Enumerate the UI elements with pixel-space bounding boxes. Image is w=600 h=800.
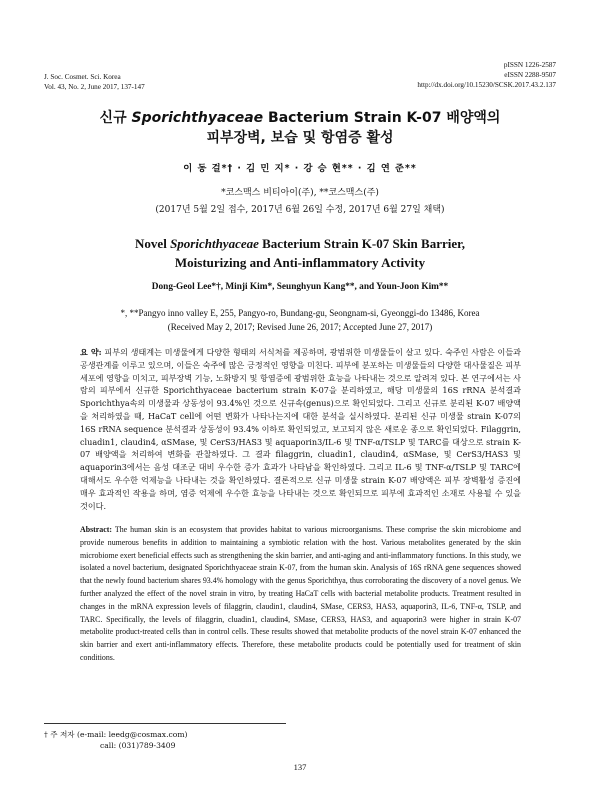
page-number: 137 (293, 762, 307, 772)
journal-name: J. Soc. Cosmet. Sci. Korea (44, 73, 121, 81)
abstract-english (80, 524, 521, 665)
abstract-english-label: Abstract: (80, 525, 112, 534)
footnote-call: call: (031)789-3409 (100, 741, 176, 750)
dates-korean: (2017년 5월 2일 접수, 2017년 6월 26일 수정, 2017년 6월 27일 채택) (155, 205, 445, 215)
affiliation-address: *, **Pangyo inno valley E, 255, Pangyo-ro, Bundang-gu, Seongnam-si, Gyeonggi-do 13486, Korea (120, 308, 480, 318)
dates-english: (Received May 2, 2017; Revised June 26, 2017; Accepted June 27, 2017) (167, 322, 433, 332)
title-korean: 신규 Sporichthyaceae Bacterium Strain K-07 배양액의 피부장벽, 보습 및 항염증 활성 (99, 110, 501, 146)
pissn: pISSN 1226-2587 (503, 61, 556, 69)
footnote-divider (44, 723, 286, 724)
title-english-species: Sporichthyaceae (170, 236, 259, 251)
affiliation-korean: *코스맥스 비티아이(주), **코스맥스(주) (221, 188, 379, 198)
title-english: Novel Sporichthyaceae Bacterium Strain K-07 Skin Barrier, Moisturizing and Anti-inflammatory Activity (135, 236, 465, 270)
authors-english: Dong-Geol Lee*†, Minji Kim*, Seunghyun Kang**, and Youn-Joon Kim** (151, 282, 449, 292)
abstract-korean-text: 피부의 생태계는 미생물에게 다양한 형태의 서식처를 제공하며, 광범위한 미생물들이 살고 있다. 숙주인 사람은 이들과 공생관계를 이루고 있으며, 이들은 숙주에 많은 긍정적인 영향을 미친다. 피부에 분포하는 미생물들의 다양한 대사물질은 피부세포에 영향을 미치고, 피부장벽 기능, 노화방지 및 항염증에 광범위한 효능을 나타내는 것으로 알려져 있다. 본 연구에서는 사람의 피부에서 신규한 Sporichthyaceae bacterium strain K-07을 분리하였고, 해당 미생물의 16S rRNA 분석결과 Sporichthya속의 미생물과 상동성이 93.4%인 것으로 신규속(genus)으로 확인되었다. 그리고 신규로 분리된 K-07 배양액을 처리하였을 때, HaCaT cell에 어떤 변화가 나타나는지에 대한 분석을 실시하였다. 분리된 신규 미생물 strain K-07의 16S rRNA sequence 분석결과 상동성이 93.4% 이하로 확인되었고, 보고되지 않은 새로운 종으로 확인되었다. Filaggrin, cluadin1, claudin4, αSMase, 및 CerS3/HAS3 및 aquaporin3/IL-6 및 TNF-α/TSLP 및 TARC를 대상으로 strain K-07 배양액을 처리하여 변화를 관찰하였다. 그 결과 filaggrin, cluadin1, claudin4, αSMase, 및 CerS3/HAS3 및 aquaporin3에서는 음성 대조군 대비 우수한 증가 효과가 나타남을 확인하였다. 그리고 IL-6 및 TNF-α/TSLP 및 TARC에 대해서도 우수한 억제능을 나타내는 것을 확인하였다. 결론적으로 신규 미생물 strain K-07 배양액은 피부 장벽활성 증진에 매우 효과적인 작용을 하며, 염증 억제에 우수한 효능을 나타내는 것으로 확인되므로 피부에 효과적인 소재로 사용될 수 있을 것이다. (80, 347, 521, 511)
journal-volume: Vol. 43, No. 2, June 2017, 137-147 (44, 83, 145, 91)
authors-korean: 이 동 걸*† · 김 민 지* · 강 승 현** · 김 연 준** (183, 163, 417, 174)
eissn: eISSN 2288-9507 (504, 71, 556, 79)
journal-citation (44, 72, 145, 92)
abstract-korean-label: 요 약: (80, 347, 102, 357)
abstract-korean (80, 346, 521, 512)
affiliation-english (60, 306, 540, 334)
journal-identifiers (417, 60, 556, 90)
title-korean-species: Sporichthyaceae (131, 110, 264, 126)
doi-link[interactable]: http://dx.doi.org/10.15230/SCSK.2017.43.2.137 (417, 81, 556, 89)
footnote (44, 729, 188, 751)
footnote-email: † 주 저자 (e-mail: leedg@cosmax.com) (44, 730, 188, 739)
abstract-english-text: The human skin is an ecosystem that provides habitat to various microorganisms. These comprise the skin microbiome and provide numerous benefits in addition to maintaining a symbiotic relation with the host. Various metabolites generated by the skin microbiome exert beneficial effects such as strengthening the skin barrier, and anti-aging and anti-inflammatory functions. In this study, we isolated a novel bacterium, designated Sporichthyaceae strain K-07, from the human skin. Analysis of 16S rRNA gene sequences showed that the newly found bacterium shares 93.4% homology with the genus Sporichthya, thus corroborating the discovery of a novel genus. We further analyzed the effect of the novel strain in vitro, by treating HaCaT cells with bacterial metabolite products. Treatment resulted in changes in the mRNA expression levels of filaggrin, claudin1, claudin4, SMase, CERS3, HAS3, aquaporin3, IL-6, TNF-α, TSLP, and TARC. Specifically, the levels of filaggrin, cluadin1, claudin4, SMase, CERS3, HAS3, and aquaporin3 were higher in strain K-07 metabolite product-treated cells than in control cells. These results showed that metabolite products of the novel strain K-07 enhanced the skin barrier and exert anti-inflammatory effects. Therefore, these metabolite products could be potentially used for treatment of skin conditions. (80, 525, 521, 662)
